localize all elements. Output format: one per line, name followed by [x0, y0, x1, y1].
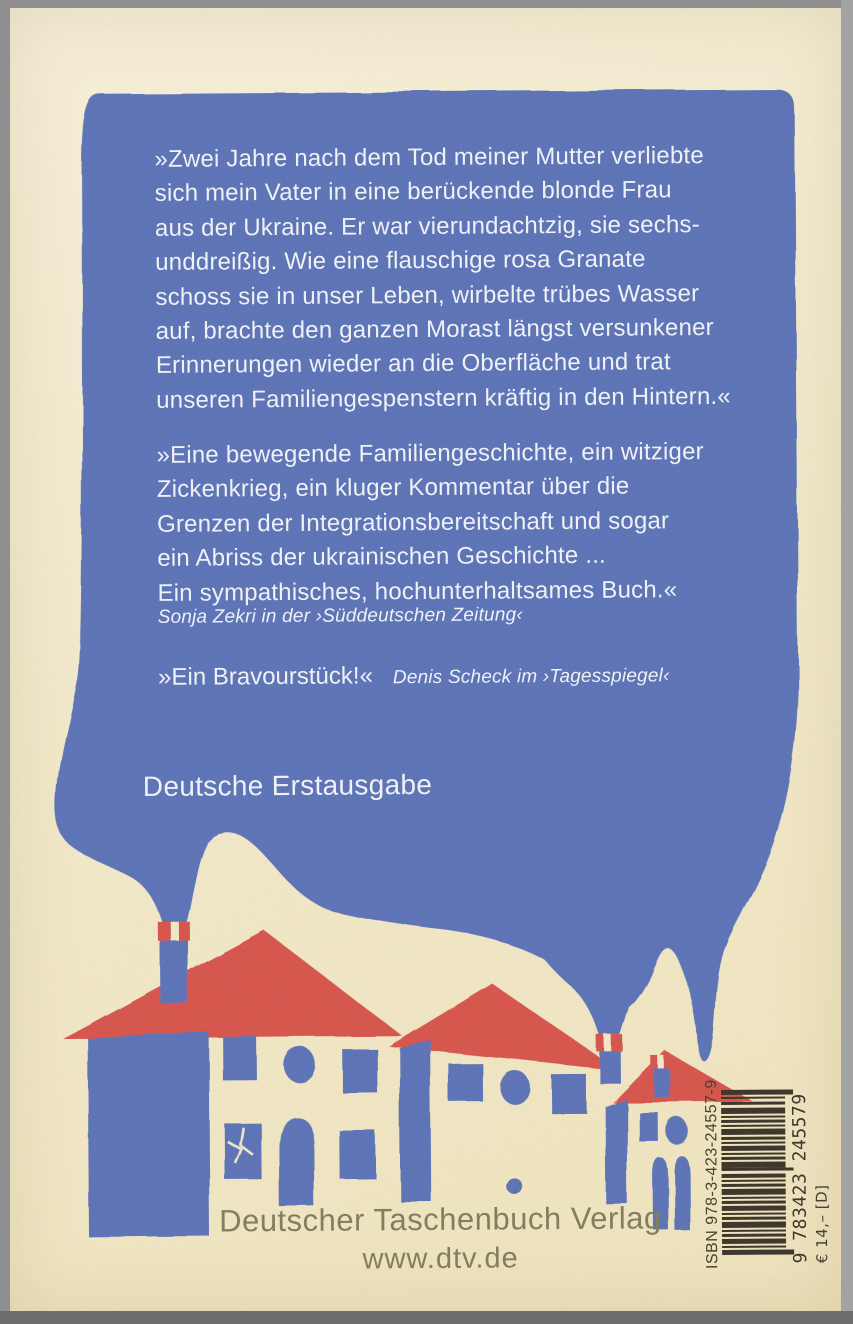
ean-number: 9 783423 245579: [789, 1093, 812, 1264]
photo-edge-right: [841, 0, 853, 1324]
second-review-quote: »Ein Bravourstück!«: [158, 662, 373, 691]
price-text: € 14,– [D]: [812, 1184, 832, 1264]
second-review-line: [158, 660, 670, 692]
edition-note: Deutsche Erstausgabe: [142, 768, 433, 802]
publisher-website: www.dtv.de: [362, 1242, 519, 1276]
review-quote-text: »Eine bewegende Familiengeschichte, ein witziger Zickenkrieg, ein kluger Kommentar über die Grenzen der Integrationsbereitschaft und sogar ein Abriss der ukrainischen Geschichte ... Ein sympathisches, hochunterhaltsames Buch.«: [156, 438, 704, 607]
cover-paper: [10, 8, 841, 1311]
photo-edge-bottom: [0, 1311, 853, 1324]
printed-artwork: [10, 8, 841, 1311]
publisher-name: Deutscher Taschenbuch Verlag: [218, 1200, 662, 1239]
isbn-text: ISBN 978-3-423-24557-9: [702, 1079, 722, 1270]
main-quote-text: »Zwei Jahre nach dem Tod meiner Mutter verliebte sich mein Vater in eine berückende blonde Frau aus der Ukraine. Er war vierundachtzig, sie sechs- unddreißig. Wie eine flauschige rosa Granate schoss sie in unser Leben, wirbelte trübes Wasser auf, brachte den ganzen Morast längst versunkener Erinnerungen wieder an die Oberfläche und trat unseren Familiengespenstern kräftig in den Hintern.«: [154, 142, 731, 414]
second-review-attribution: Denis Scheck im ›Tagesspiegel‹: [392, 665, 670, 689]
review-attribution: Sonja Zekri in der ›Süddeutschen Zeitung‹: [157, 604, 523, 628]
